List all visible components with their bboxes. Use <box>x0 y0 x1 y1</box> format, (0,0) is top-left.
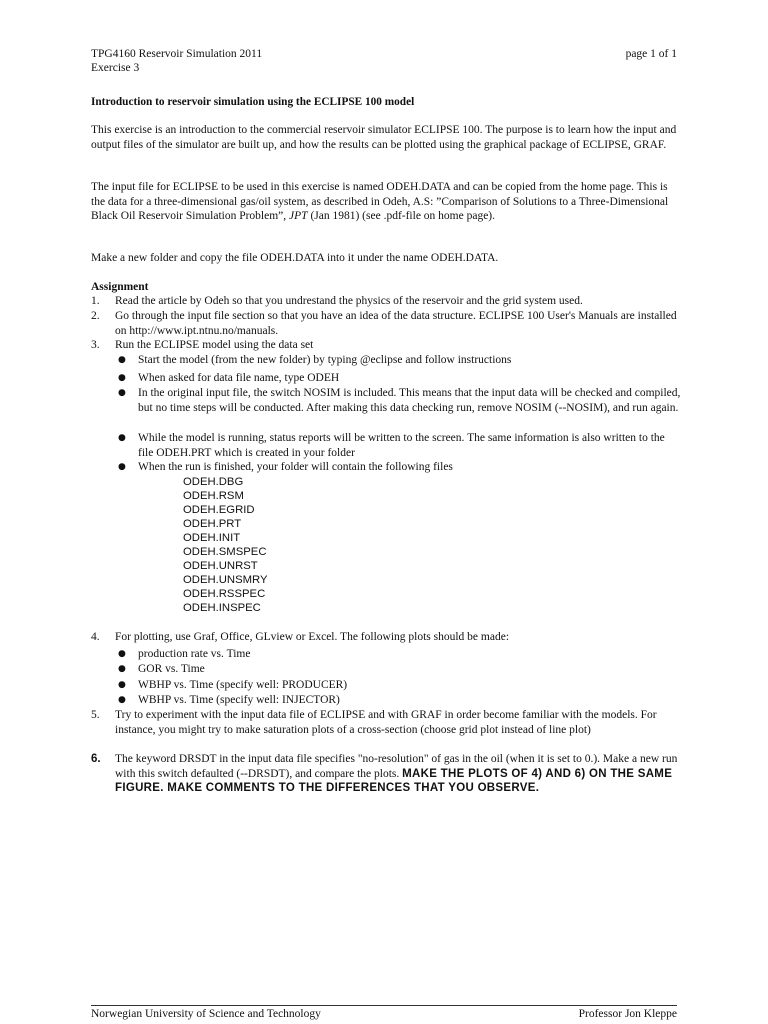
file-name: ODEH.DBG <box>183 476 244 488</box>
footer-institution: Norwegian University of Science and Technology <box>91 1008 321 1020</box>
file-name: ODEH.INSPEC <box>183 602 261 614</box>
item3-bullet: When asked for data file name, type ODEH <box>138 372 340 384</box>
assignment-heading: Assignment <box>91 281 149 293</box>
file-name: ODEH.RSM <box>183 490 244 502</box>
journal-name: JPT <box>289 210 308 223</box>
bullet-icon: ● <box>118 462 126 472</box>
item-number: 1. <box>91 295 100 307</box>
item-number: 4. <box>91 631 100 643</box>
item3-bullet: Start the model (from the new folder) by typing @eclipse and follow instructions <box>138 354 512 366</box>
item-number: 6. <box>91 753 101 765</box>
item4-bullet: production rate vs. Time <box>138 648 251 660</box>
assignment-item-1: Read the article by Odeh so that you undrestand the physics of the reservoir and the grid system used. <box>115 295 583 307</box>
item4-bullet: GOR vs. Time <box>138 663 205 675</box>
item-number: 3. <box>91 339 100 351</box>
item4-bullet: WBHP vs. Time (specify well: PRODUCER) <box>138 679 348 691</box>
bullet-icon: ● <box>118 649 126 659</box>
document-title: Introduction to reservoir simulation using the ECLIPSE 100 model <box>91 96 415 108</box>
header-page-number: page 1 of 1 <box>625 48 677 60</box>
file-name: ODEH.UNSMRY <box>183 574 268 586</box>
assignment-item-6: The keyword DRSDT in the input data file specifies "no-resolution" of gas in the oil (when it is set to 0.). Make a new run with this switch defaulted (--DRSDT), and compare the plots. MAKE THE PLOTS OF 4) AND 6) ON THE SAME FIGURE. MAKE COMMENTS TO THE DIFFERENCES THAT YOU OBSERVE. <box>115 753 678 795</box>
item-number: 2. <box>91 310 100 322</box>
bullet-icon: ● <box>118 680 126 690</box>
bullet-icon: ● <box>118 695 126 705</box>
input-file-paragraph: The input file for ECLIPSE to be used in this exercise is named ODEH.DATA and can be copied from the home page. This is the data for a three-dimensional gas/oil system, as described in Odeh, A.S: ”Comparison of Solutions to a Three-Dimensional Black Oil Reservoir Simulation Problem”, JPT (Jan 1981) (see .pdf-file on home page). <box>91 181 669 223</box>
bullet-icon: ● <box>118 388 126 398</box>
item3-bullet: In the original input file, the switch NOSIM is included. This means that the input data will be checked and compiled, but no time steps will be conducted. After making this data checking run, remove NOSIM (--NOSIM), and run again. <box>138 387 681 414</box>
file-name: ODEH.RSSPEC <box>183 588 266 600</box>
header-course: TPG4160 Reservoir Simulation 2011 <box>91 48 263 60</box>
bullet-icon: ● <box>118 664 126 674</box>
item-number: 5. <box>91 709 100 721</box>
item3-bullet: While the model is running, status reports will be written to the screen. The same information is also written to the file ODEH.PRT which is created in your folder <box>138 432 665 459</box>
footer-divider <box>91 1005 677 1006</box>
folder-paragraph: Make a new folder and copy the file ODEH.DATA into it under the name ODEH.DATA. <box>91 252 499 264</box>
file-name: ODEH.EGRID <box>183 504 255 516</box>
bullet-icon: ● <box>118 373 126 383</box>
bullet-icon: ● <box>118 433 126 443</box>
emphasis-text: MAKE THE PLOTS OF 4) AND 6) ON THE SAME FIGURE. MAKE COMMENTS TO THE DIFFERENCES THAT YOU OBSERVE. <box>115 767 673 795</box>
file-name: ODEH.SMSPEC <box>183 546 267 558</box>
item3-bullet: When the run is finished, your folder will contain the following files <box>138 461 453 473</box>
item4-bullet: WBHP vs. Time (specify well: INJECTOR) <box>138 694 340 706</box>
assignment-item-4: For plotting, use Graf, Office, GLview or Excel. The following plots should be made: <box>115 631 510 643</box>
bullet-icon: ● <box>118 355 126 365</box>
footer-author: Professor Jon Kleppe <box>578 1008 677 1020</box>
intro-paragraph: This exercise is an introduction to the commercial reservoir simulator ECLIPSE 100. The purpose is to learn how the input and output files of the simulator are built up, and how the results can be plotted using the graphical package of ECLIPSE, GRAF. <box>91 124 677 151</box>
file-name: ODEH.UNRST <box>183 560 258 572</box>
file-name: ODEH.PRT <box>183 518 242 530</box>
assignment-item-5: Try to experiment with the input data file of ECLIPSE and with GRAF in order become familiar with the models. For instance, you might try to make saturation plots of a cross-section (choose grid plot instead of line plot) <box>115 709 657 736</box>
assignment-item-2: Go through the input file section so that you have an idea of the data structure. ECLIPSE 100 User's Manuals are installed on http://www.ipt.ntnu.no/manuals. <box>115 310 677 337</box>
assignment-item-3: Run the ECLIPSE model using the data set <box>115 339 314 351</box>
file-name: ODEH.INIT <box>183 532 241 544</box>
header-exercise: Exercise 3 <box>91 62 140 74</box>
